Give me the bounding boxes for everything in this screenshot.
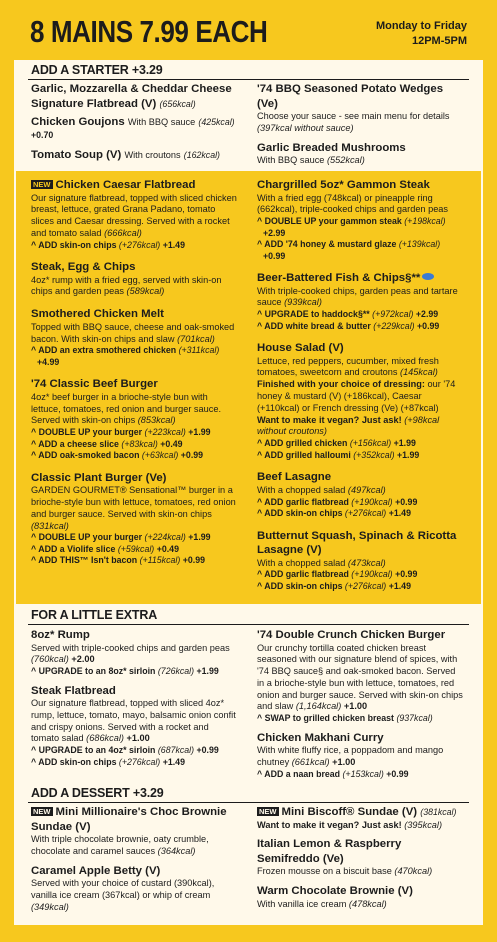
item-kcal: (381kcal) xyxy=(420,807,457,817)
item-addon: ^ DOUBLE UP your gammon steak (+198kcal) +2.99 xyxy=(257,216,446,238)
menu-item xyxy=(257,805,463,831)
item-price: +0.70 xyxy=(31,129,54,140)
menu-item xyxy=(257,837,463,878)
item-name: Beef Lasagne xyxy=(257,471,332,484)
menu-item xyxy=(31,684,237,769)
menu-item xyxy=(257,82,463,135)
item-kcal: (145kcal) xyxy=(400,367,438,378)
extras-rule xyxy=(28,624,469,625)
mains-left-column xyxy=(31,178,237,576)
item-price: +2.00 xyxy=(71,654,95,665)
vegan-note: Want to make it vegan? Just ask! xyxy=(257,819,402,830)
item-name: Steak, Egg & Chips xyxy=(31,261,136,274)
item-name: Italian Lemon & Raspberry Semifreddo (Ve) xyxy=(257,838,402,865)
item-name: Garlic Breaded Mushrooms xyxy=(257,141,406,154)
extras-left-column xyxy=(31,628,237,777)
item-kcal: (686kcal) xyxy=(86,733,124,744)
menu-item xyxy=(31,178,237,251)
item-name: Butternut Squash, Spinach & Ricotta Lasagne (V) xyxy=(257,529,457,557)
item-desc: With BBQ sauce xyxy=(127,117,196,127)
item-addon: ^ UPGRADE to an 8oz* sirloin (726kcal) +1.99 xyxy=(31,666,219,677)
extras-heading: FOR A LITTLE EXTRA xyxy=(31,608,158,622)
item-name: Chargrilled 5oz* Gammon Steak xyxy=(257,179,430,191)
mains-right-column xyxy=(257,178,463,601)
menu-item xyxy=(257,141,463,167)
item-name: Caramel Apple Betty (V) xyxy=(31,864,161,877)
service-hours xyxy=(376,19,467,49)
item-name: Smothered Chicken Melt xyxy=(31,308,164,321)
item-desc: With vanilla ice cream xyxy=(257,898,347,909)
item-desc: Served with your choice of custard (390kcal), vanilla ice cream (367kcal) or whip of cream xyxy=(31,878,215,900)
item-addon: ^ ADD a cheese slice (+83kcal) +0.49 xyxy=(31,438,183,449)
vegan-kcal: (+98kcal without croutons) xyxy=(257,414,440,437)
item-kcal: (1,164kcal) xyxy=(295,701,342,712)
item-addon: ^ ADD oak-smoked bacon (+63kcal) +0.99 xyxy=(31,450,204,461)
item-kcal: (425kcal) xyxy=(198,117,235,127)
desserts-rule xyxy=(28,802,469,803)
menu-item xyxy=(257,529,463,593)
item-name: '74 Classic Beef Burger xyxy=(31,378,158,391)
item-desc: Served with triple-cooked chips and garden peas xyxy=(31,642,230,653)
item-addon: ^ ADD a naan bread (+153kcal) +0.99 xyxy=(257,768,409,779)
item-price: +1.00 xyxy=(332,757,356,768)
starters-heading: ADD A STARTER +3.29 xyxy=(31,63,163,77)
menu-item xyxy=(31,115,237,141)
sustainable-fish-icon xyxy=(422,273,434,280)
item-addon: ^ ADD garlic flatbread (+190kcal) +0.99 xyxy=(257,569,418,580)
item-kcal: (666kcal) xyxy=(104,227,142,238)
item-desc: Lettuce, red peppers, cucumber, mixed fresh tomatoes, sweetcorn and croutons xyxy=(257,355,439,378)
desserts-right-column xyxy=(257,805,463,919)
item-kcal: (552kcal) xyxy=(326,155,365,166)
item-desc: Our crunchy tortilla coated chicken breast seasoned with our signature blend of spices, with '74 BBQ sauce§ and oak-smoked bacon. Served in a brioche-style bun with lettuce, tomatoes, red onion and burger sauce. Served with skin-on chips and slaw xyxy=(257,642,463,712)
item-addon: ^ ADD grilled chicken (+156kcal) +1.99 xyxy=(257,438,416,449)
menu-header xyxy=(0,0,497,60)
item-addon: ^ SWAP to grilled chicken breast (937kcal) xyxy=(257,713,433,724)
item-kcal: (478kcal) xyxy=(348,898,387,909)
item-name: Chicken Goujons xyxy=(31,116,125,128)
item-addon: ^ UPGRADE to haddock§** (+972kcal) +2.99 xyxy=(257,309,439,320)
menu-item xyxy=(257,731,463,781)
item-desc: 4oz* rump with a fried egg, served with skin-on chips and garden peas xyxy=(31,274,222,297)
item-name: Warm Chocolate Brownie (V) xyxy=(257,885,413,898)
item-desc: Our signature flatbread, topped with sliced 4oz* rump, lettuce, tomato, mayo, balsamic onion confit and crispy onions. Served with a rocket and tomato salad xyxy=(31,698,236,744)
item-name: Mini Biscoff® Sundae (V) xyxy=(281,806,418,818)
item-name: Steak Flatbread xyxy=(31,684,116,697)
item-addon: ^ ADD THIS™ Isn't bacon (+115kcal) +0.99 xyxy=(31,555,205,566)
item-price: +1.00 xyxy=(126,733,150,744)
menu-item xyxy=(31,377,237,461)
item-kcal: (831kcal) xyxy=(31,520,69,531)
item-name: '74 Double Crunch Chicken Burger xyxy=(257,629,446,641)
hours-days: Monday to Friday xyxy=(375,20,467,32)
item-name: Chicken Caesar Flatbread xyxy=(55,179,196,191)
item-name: Tomato Soup (V) xyxy=(31,149,122,161)
item-desc: GARDEN GOURMET® Sensational™ burger in a brioche-style bun with lettuce, tomatoes, red onion and burger sauce. Served with skin-on chips xyxy=(31,485,236,519)
menu-item xyxy=(257,884,463,910)
item-desc: With a chopped salad xyxy=(257,484,346,495)
item-desc: With white fluffy rice, a poppadom and mango chutney xyxy=(257,745,444,768)
item-kcal: (497kcal) xyxy=(347,484,386,495)
item-addon: ^ ADD skin-on chips (+276kcal) +1.49 xyxy=(31,239,185,250)
item-kcal: (939kcal) xyxy=(284,297,322,308)
menu-item xyxy=(31,307,237,368)
item-desc: Topped with BBQ sauce, cheese and oak-smoked bacon. With skin-on chips and slaw xyxy=(31,321,235,344)
menu-item xyxy=(257,470,463,519)
desserts-left-column xyxy=(31,805,237,922)
starters-rule xyxy=(28,79,469,80)
item-addon: ^ UPGRADE to an 4oz* sirloin (687kcal) +0.99 xyxy=(31,745,219,756)
item-addon: ^ DOUBLE UP your burger (+223kcal) +1.99 xyxy=(31,427,211,438)
item-addon: ^ DOUBLE UP your burger (+224kcal) +1.99 xyxy=(31,532,211,543)
item-name: Classic Plant Burger (Ve) xyxy=(31,471,167,484)
item-addon: ^ ADD skin-on chips (+276kcal) +1.49 xyxy=(257,580,411,591)
menu-item xyxy=(257,271,463,332)
item-kcal: (364kcal) xyxy=(157,845,196,856)
item-name: Chicken Makhani Curry xyxy=(257,731,384,744)
new-badge: NEW xyxy=(33,807,51,816)
item-desc: Our signature flatbread, topped with sliced chicken breast, lettuce, grated Grana Padano, tomato slices and Caesar dressing. Served with a rocket and tomato salad xyxy=(31,192,237,238)
item-addon: ^ ADD a Violife slice (+59kcal) +0.49 xyxy=(31,543,179,554)
item-addon: ^ ADD white bread & butter (+229kcal) +0.99 xyxy=(257,320,440,331)
item-kcal: (397kcal without sauce) xyxy=(257,122,354,133)
item-addon: ^ ADD garlic flatbread (+190kcal) +0.99 xyxy=(257,496,418,507)
starters-right-column xyxy=(257,82,463,176)
item-addon: ^ ADD skin-on chips (+276kcal) +1.49 xyxy=(257,508,411,519)
item-desc: With triple chocolate brownie, oaty crumble, chocolate and caramel sauces xyxy=(31,834,209,856)
item-name: '74 BBQ Seasoned Potato Wedges (Ve) xyxy=(257,83,444,110)
item-kcal: (349kcal) xyxy=(31,901,69,912)
new-badge: NEW xyxy=(33,180,51,189)
dressing-note: Finished with your choice of dressing: xyxy=(257,379,425,390)
item-price: +1.00 xyxy=(343,701,368,712)
menu-item xyxy=(31,82,237,111)
menu-item xyxy=(31,260,237,298)
item-name: Garlic, Mozzarella & Cheddar Cheese Signature Flatbread (V) xyxy=(31,83,232,110)
menu-title: 8 MAINS 7.99 EACH xyxy=(30,14,268,49)
new-badge: NEW xyxy=(259,807,277,816)
menu-item xyxy=(31,148,237,163)
menu-item xyxy=(31,628,237,678)
item-desc: With triple-cooked chips, garden peas and tartare sauce xyxy=(257,285,458,308)
item-kcal: (760kcal) xyxy=(31,654,69,665)
item-kcal: (589kcal) xyxy=(126,286,165,297)
item-name: Mini Millionaire's Choc Brownie Sundae (V) xyxy=(31,806,227,833)
item-desc: Choose your sauce - see main menu for details xyxy=(257,111,450,121)
item-addon: ^ ADD '74 honey & mustard glaze (+139kcal) +0.99 xyxy=(257,239,441,261)
item-desc: 4oz* beef burger in a brioche-style bun with lettuce, tomatoes, red onion and burger sauce. Served with skin-on chips xyxy=(31,391,221,426)
desserts-heading: ADD A DESSERT +3.29 xyxy=(31,786,164,800)
item-kcal: (701kcal) xyxy=(177,333,215,344)
item-name: Beer-Battered Fish & Chips§** xyxy=(257,272,421,285)
item-desc: With a chopped salad xyxy=(257,557,346,568)
item-kcal: (473kcal) xyxy=(347,557,386,568)
item-desc: Frozen mousse on a biscuit base xyxy=(257,866,392,877)
dressing-options: our '74 honey & mustard (V) (+186kcal), Caesar (+110kcal) or French dressing (Ve) (+87kcal) xyxy=(257,379,456,413)
extras-right-column xyxy=(257,628,463,789)
item-kcal: (470kcal) xyxy=(394,866,433,877)
item-desc: With BBQ sauce xyxy=(257,155,325,166)
item-desc: With croutons xyxy=(124,150,181,160)
vegan-kcal: (395kcal) xyxy=(404,819,443,830)
item-addon: ^ ADD grilled halloumi (+352kcal) +1.99 xyxy=(257,449,420,460)
item-kcal: (162kcal) xyxy=(183,150,220,160)
vegan-note: Want to make it vegan? Just ask! xyxy=(257,414,402,425)
item-name: 8oz* Rump xyxy=(31,629,90,641)
item-name: House Salad (V) xyxy=(257,342,344,355)
item-kcal: (656kcal) xyxy=(159,98,196,109)
menu-item xyxy=(257,341,463,461)
item-kcal: (853kcal) xyxy=(137,415,176,426)
hours-time: 12PM-5PM xyxy=(411,35,467,47)
item-kcal: (661kcal) xyxy=(291,757,330,768)
item-addon: ^ ADD an extra smothered chicken (+311kcal) +4.99 xyxy=(31,345,220,367)
menu-item xyxy=(31,471,237,567)
starters-left-column xyxy=(31,82,237,172)
menu-item xyxy=(257,178,463,262)
item-addon: ^ ADD skin-on chips (+276kcal) +1.49 xyxy=(31,756,185,767)
menu-item xyxy=(257,628,463,725)
menu-item xyxy=(31,805,237,858)
menu-item xyxy=(31,864,237,914)
item-desc: With a fried egg (748kcal) or pineapple ring (662kcal), triple-cooked chips and garden peas xyxy=(257,192,449,215)
